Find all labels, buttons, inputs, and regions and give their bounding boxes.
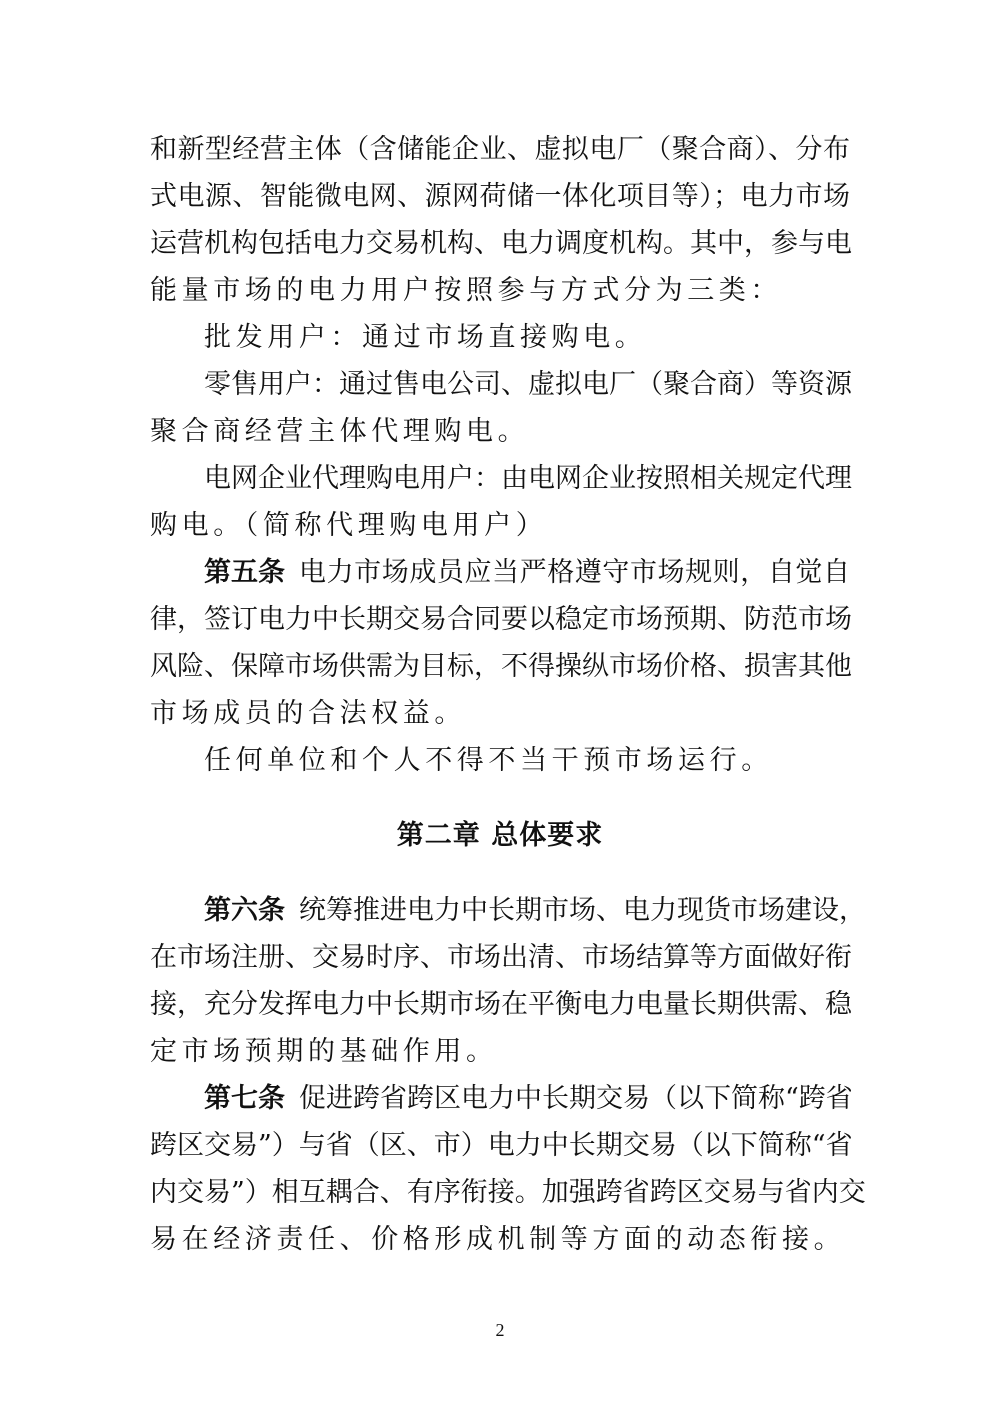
article-6-label: 第六条 bbox=[204, 895, 285, 926]
text-line: 促进跨省跨区电力中长期交易（以下简称“跨省 bbox=[299, 1083, 853, 1114]
text-line: 式电源、智能微电网、源网荷储一体化项目等）；电力市场 bbox=[150, 181, 850, 212]
text-line: 风险、保障市场供需为目标，不得操纵市场价格、损害其他 bbox=[150, 651, 852, 682]
article-5-label: 第五条 bbox=[204, 557, 285, 588]
text-line: 批发用户：通过市场直接购电。 bbox=[204, 322, 647, 353]
text-line: 内交易”）相互耦合、有序衔接。加强跨省跨区交易与省内交 bbox=[150, 1177, 866, 1208]
text-line: 定市场预期的基础作用。 bbox=[150, 1036, 498, 1067]
text-line: 电力市场成员应当严格遵守市场规则，自觉自 bbox=[299, 557, 850, 588]
article-7-label: 第七条 bbox=[204, 1083, 285, 1114]
text-line: 聚合商经营主体代理购电。 bbox=[150, 416, 530, 447]
text-line: 统筹推进电力中长期市场、电力现货市场建设， bbox=[299, 895, 866, 926]
text-line: 零售用户：通过售电公司、虚拟电厂（聚合商）等资源 bbox=[204, 369, 852, 400]
article-5-first-line bbox=[204, 550, 850, 596]
text-line: 跨区交易”）与省（区、市）电力中长期交易（以下简称“省 bbox=[150, 1130, 853, 1161]
text-line: 市场成员的合法权益。 bbox=[150, 698, 466, 729]
text-line: 律，签订电力中长期交易合同要以稳定市场预期、防范市场 bbox=[150, 604, 852, 635]
text-line: 能量市场的电力用户按照参与方式分为三类： bbox=[150, 275, 782, 306]
text-line: 接，充分发挥电力中长期市场在平衡电力电量长期供需、稳 bbox=[150, 989, 852, 1020]
text-line: 运营机构包括电力交易机构、电力调度机构。其中，参与电 bbox=[150, 228, 852, 259]
article-7-first-line bbox=[204, 1076, 853, 1122]
page-number: 2 bbox=[495, 1320, 505, 1340]
text-line: 易在经济责任、价格形成机制等方面的动态衔接。 bbox=[150, 1224, 846, 1255]
text-line: 电网企业代理购电用户：由电网企业按照相关规定代理 bbox=[204, 463, 852, 494]
text-line: 在市场注册、交易时序、市场出清、市场结算等方面做好衔 bbox=[150, 942, 852, 973]
text-line: 任何单位和个人不得不当干预市场运行。 bbox=[204, 745, 773, 776]
text-line: 和新型经营主体（含储能企业、虚拟电厂（聚合商）、分布 bbox=[150, 134, 850, 165]
text-line: 购电。（简称代理购电用户） bbox=[150, 510, 548, 541]
article-6-first-line bbox=[204, 888, 866, 934]
chapter-title: 第二章 总体要求 bbox=[396, 820, 604, 851]
